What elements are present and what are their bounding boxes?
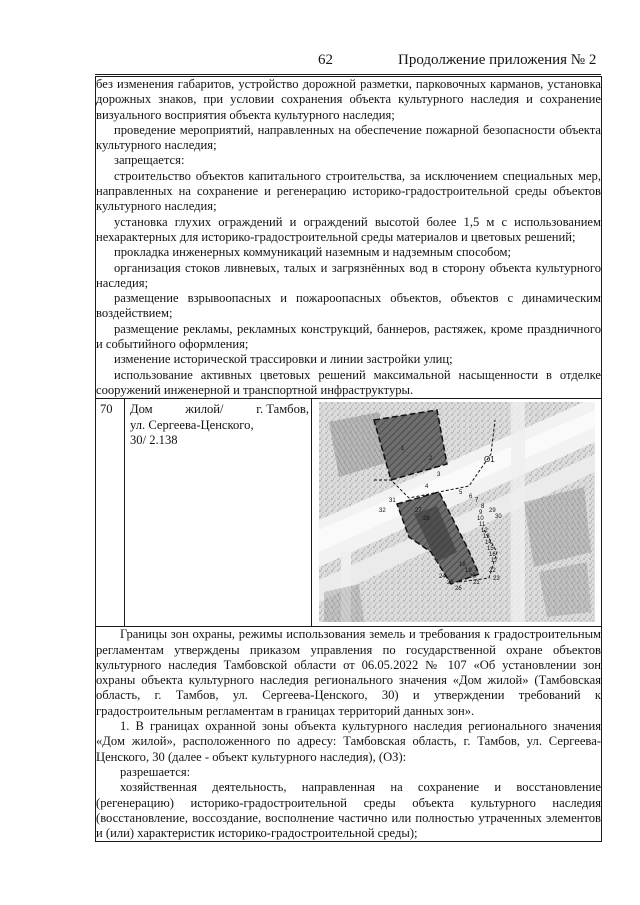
- map-point-label: 17: [491, 558, 498, 565]
- object-city: г. Тамбов,: [256, 402, 309, 417]
- map-point-label: 29: [489, 508, 496, 515]
- restrictions-row: [96, 77, 602, 399]
- map-point-label: 18: [459, 562, 466, 569]
- object-street: ул. Сергеева-Ценского,: [130, 417, 254, 432]
- object-number: 70: [96, 399, 125, 627]
- paragraph: прокладка инженерных коммуникаций наземным и надземным способом;: [114, 245, 511, 260]
- paragraph: использование активных цветовых решений максимальной насыщенности в отделке сооружений инженерной и транспортной инфраструктуры.: [96, 367, 601, 397]
- object-code: 30/ 2.138: [130, 432, 178, 447]
- object-row: [96, 399, 602, 627]
- map-point-label: 23: [493, 576, 500, 583]
- map-point-label: 15: [487, 546, 494, 553]
- map-point-label: 10: [477, 516, 484, 523]
- paragraph: разрешается:: [120, 764, 191, 779]
- paragraph: строительство объектов капитального строительства, за исключением специальных мер, направленных на сохранение и регенерацию историко-градостроительной среды объектов культурного наследия;: [96, 168, 601, 214]
- header-rule: [95, 74, 601, 75]
- object-name-cell: [125, 399, 312, 627]
- map-point-label: 26: [455, 586, 462, 593]
- regulation-row: [96, 627, 602, 842]
- object-name-word: жилой/: [185, 402, 224, 417]
- map-point-label: О1: [484, 455, 495, 465]
- map-point-label: 14: [485, 540, 492, 547]
- side-street: [511, 402, 525, 622]
- paragraph: проведение мероприятий, направленных на обеспечение пожарной безопасности объекта культурного наследия;: [96, 122, 601, 153]
- map-point-label: 24: [439, 574, 446, 581]
- regulation-cell: [96, 627, 602, 842]
- paragraph: организация стоков ливневых, талых и загрязнённых вод в сторону объекта культурного наследия;: [96, 260, 601, 290]
- map-point-label: 9: [479, 510, 483, 517]
- protection-zone-map: [319, 402, 595, 622]
- map-cell: [312, 399, 602, 627]
- requirements-table: [95, 76, 602, 842]
- paragraph: запрещается:: [114, 153, 185, 168]
- map-point-label: 28: [423, 516, 430, 523]
- map-point-label: 30: [495, 514, 502, 521]
- paragraph: Границы зон охраны, режимы использования земель и требования к градостроительным регламентам утверждены приказом управления по государственной охране объектов культурного наследия Тамбовской области от 06.05.2022 № 107 «Об установлении зон охраны объекта культурного наследия регионального значения «Дом жилой» (Тамбовская область, г. Тамбов, ул. Сергеева-Ценского, 30) и утверждении требований к градостроительным регламентам в границах территорий данных зон».: [96, 627, 601, 718]
- object-name-word: Дом: [130, 402, 153, 417]
- map-point-label: 1: [401, 446, 405, 453]
- map-point-label: 25: [447, 580, 454, 587]
- paragraph: хозяйственная деятельность, направленная на сохранение и восстановление (регенерацию) историко-градостроительной среды объекта культурного наследия (восстановление, воссоздание, восполнение частично или полностью утраченных элементов и (или) характеристик историко-градостроительной среды);: [96, 780, 601, 841]
- map-point-label: 22: [489, 568, 496, 575]
- map-point-label: 7: [475, 498, 479, 505]
- map-svg: [319, 402, 595, 622]
- paragraph: без изменения габаритов, устройство дорожной разметки, парковочных карманов, установка дорожных знаков, при условии сохранения объекта культурного наследия и сохранение визуального восприятия объекта культурного наследия;: [96, 77, 601, 122]
- paragraph: изменение исторической трассировки и линии застройки улиц;: [114, 352, 453, 367]
- map-point-label: 32: [379, 508, 386, 515]
- restrictions-cell: [96, 77, 602, 399]
- map-point-label: 12: [481, 528, 488, 535]
- paragraph: размещение взрывоопасных и пожароопасных объектов, объектов с динамическим воздействием;: [96, 291, 601, 321]
- map-point-label: 5: [459, 490, 463, 497]
- paragraph: размещение рекламы, рекламных конструкций, баннеров, растяжек, кроме праздничного и событийного оформления;: [96, 321, 601, 352]
- map-point-label: 16: [489, 552, 496, 559]
- map-point-label: 4: [425, 484, 429, 491]
- map-point-label: 11: [479, 522, 486, 529]
- paragraph: установка глухих ограждений и ограждений высотой более 1,5 м с использованием нехарактерных для историко-градостроительной среды материалов и цветовых решений;: [96, 214, 601, 244]
- map-point-label: 2: [429, 456, 433, 463]
- map-point-label: 6: [469, 494, 473, 501]
- map-point-label: 13: [483, 534, 490, 541]
- map-point-label: 21: [473, 580, 480, 587]
- appendix-continuation-title: Продолжение приложения № 2: [398, 52, 597, 68]
- page-number: 62: [318, 52, 333, 68]
- map-point-label: 31: [389, 498, 396, 505]
- map-point-label: 8: [481, 504, 485, 511]
- paragraph: 1. В границах охранной зоны объекта культурного наследия регионального значения «Дом жилой», расположенного по адресу: Тамбовская область, г. Тамбов, ул. Сергеева-Ценского, 30 (далее - объект культурного наследия), (ОЗ):: [96, 719, 601, 764]
- map-point-label: 20: [469, 574, 476, 581]
- map-point-label: 27: [415, 508, 422, 515]
- map-point-label: 19: [465, 568, 472, 575]
- map-point-label: 3: [437, 472, 441, 479]
